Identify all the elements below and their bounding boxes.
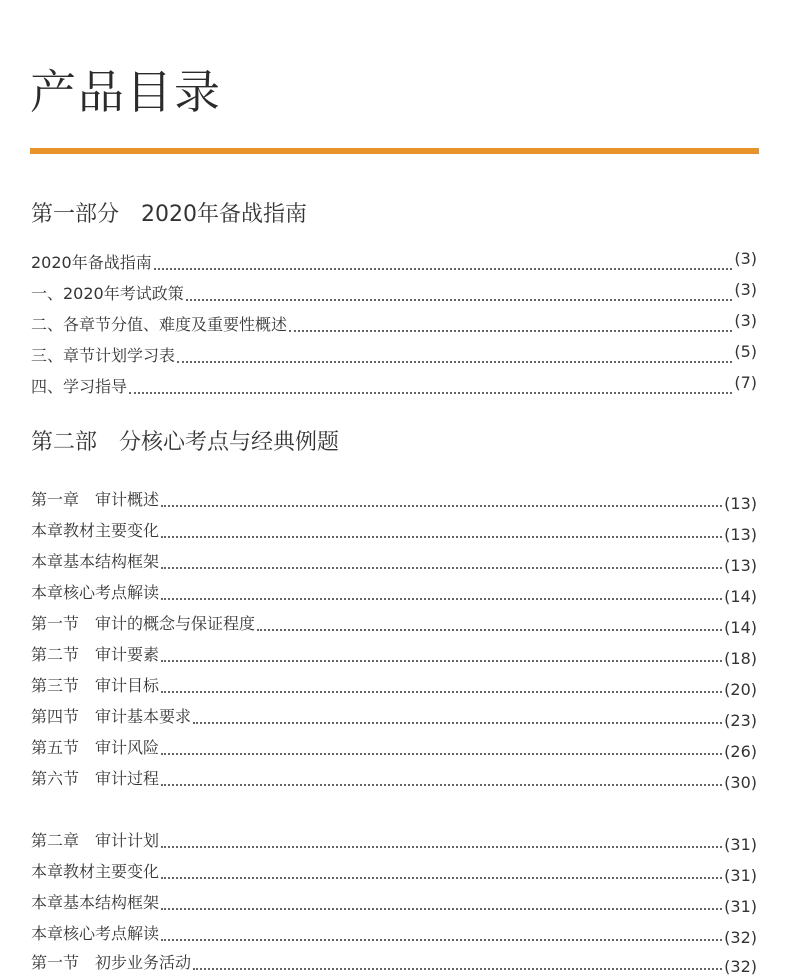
toc-entry-label: 四、学习指导 [31, 377, 128, 396]
dot-leader [161, 876, 722, 879]
toc-entry[interactable] [31, 281, 757, 305]
dot-leader [177, 360, 732, 363]
toc-entry-page: (7) [734, 373, 757, 392]
toc-entry-label: 第一节 初步业务活动 [31, 953, 192, 972]
toc-entry-label: 本章教材主要变化 [31, 521, 160, 540]
toc-entry[interactable] [31, 828, 757, 852]
dot-leader [161, 907, 722, 910]
toc-entry[interactable] [31, 642, 757, 666]
dot-leader [193, 721, 722, 724]
title-divider [30, 148, 759, 154]
toc-entry-page: (26) [724, 742, 757, 761]
toc-entry-page: (31) [724, 866, 757, 885]
dot-leader [129, 391, 732, 394]
dot-leader [161, 535, 722, 538]
dot-leader [161, 566, 722, 569]
toc-entry-page: (31) [724, 835, 757, 854]
toc-entry[interactable] [31, 487, 757, 511]
toc-entry[interactable] [31, 312, 757, 336]
toc-entry-page: (32) [724, 928, 757, 947]
part1-heading: 第一部分 2020年备战指南 [31, 202, 307, 227]
toc-entry[interactable] [31, 735, 757, 759]
toc-entry-label: 第一节 审计的概念与保证程度 [31, 614, 256, 633]
toc-entry-label: 第三节 审计目标 [31, 676, 160, 695]
toc-entry[interactable] [31, 611, 757, 635]
toc-entry-label: 二、各章节分值、难度及重要性概述 [31, 315, 288, 334]
toc-entry[interactable] [31, 859, 757, 883]
toc-entry-label: 第二节 审计要素 [31, 645, 160, 664]
dot-leader [161, 783, 722, 786]
toc-entry[interactable] [31, 704, 757, 728]
toc-entry-page: (30) [724, 773, 757, 792]
dot-leader [161, 504, 722, 507]
toc-entry-page: (23) [724, 711, 757, 730]
toc-entry-label: 一、2020年考试政策 [31, 284, 184, 303]
toc-entry[interactable] [31, 766, 757, 790]
toc-entry-label: 第五节 审计风险 [31, 738, 160, 757]
toc-entry[interactable] [31, 673, 757, 697]
toc-entry-label: 本章基本结构框架 [31, 552, 160, 571]
toc-entry[interactable] [31, 950, 757, 974]
toc-entry-page: (13) [724, 525, 757, 544]
dot-leader [289, 329, 732, 332]
toc-entry-page: (18) [724, 649, 757, 668]
dot-leader [161, 938, 722, 941]
toc-entry-page: (14) [724, 618, 757, 637]
dot-leader [161, 690, 722, 693]
toc-entry[interactable] [31, 549, 757, 573]
toc-entry-page: (3) [734, 249, 757, 268]
toc-entry-label: 本章核心考点解读 [31, 924, 160, 943]
dot-leader [161, 597, 722, 600]
toc-entry-label: 第四节 审计基本要求 [31, 707, 192, 726]
dot-leader [161, 845, 722, 848]
dot-leader [154, 267, 733, 270]
toc-entry-label: 本章教材主要变化 [31, 862, 160, 881]
toc-entry[interactable] [31, 250, 757, 274]
toc-entry-page: (13) [724, 556, 757, 575]
toc-entry-label: 第六节 审计过程 [31, 769, 160, 788]
toc-entry-page: (5) [734, 342, 757, 361]
toc-entry-label: 本章基本结构框架 [31, 893, 160, 912]
dot-leader [193, 967, 722, 970]
toc-entry-page: (20) [724, 680, 757, 699]
toc-entry-label: 2020年备战指南 [31, 253, 152, 272]
toc-entry-page: (31) [724, 897, 757, 916]
toc-entry[interactable] [31, 374, 757, 398]
toc-entry[interactable] [31, 921, 757, 945]
toc-entry-label: 本章核心考点解读 [31, 583, 160, 602]
toc-entry-label: 三、章节计划学习表 [31, 346, 176, 365]
toc-entry[interactable] [31, 580, 757, 604]
toc-entry-label: 第一章 审计概述 [31, 490, 160, 509]
toc-entry-page: (32) [724, 957, 757, 976]
toc-entry[interactable] [31, 343, 757, 367]
page-title: 产品目录 [30, 65, 222, 119]
toc-entry[interactable] [31, 518, 757, 542]
part2-heading: 第二部 分核心考点与经典例题 [31, 430, 340, 455]
toc-entry-label: 第二章 审计计划 [31, 831, 160, 850]
dot-leader [161, 659, 722, 662]
dot-leader [186, 298, 733, 301]
dot-leader [161, 752, 722, 755]
toc-entry-page: (13) [724, 494, 757, 513]
toc-entry-page: (3) [734, 311, 757, 330]
toc-entry-page: (14) [724, 587, 757, 606]
toc-entry[interactable] [31, 890, 757, 914]
toc-entry-page: (3) [734, 280, 757, 299]
dot-leader [257, 628, 722, 631]
